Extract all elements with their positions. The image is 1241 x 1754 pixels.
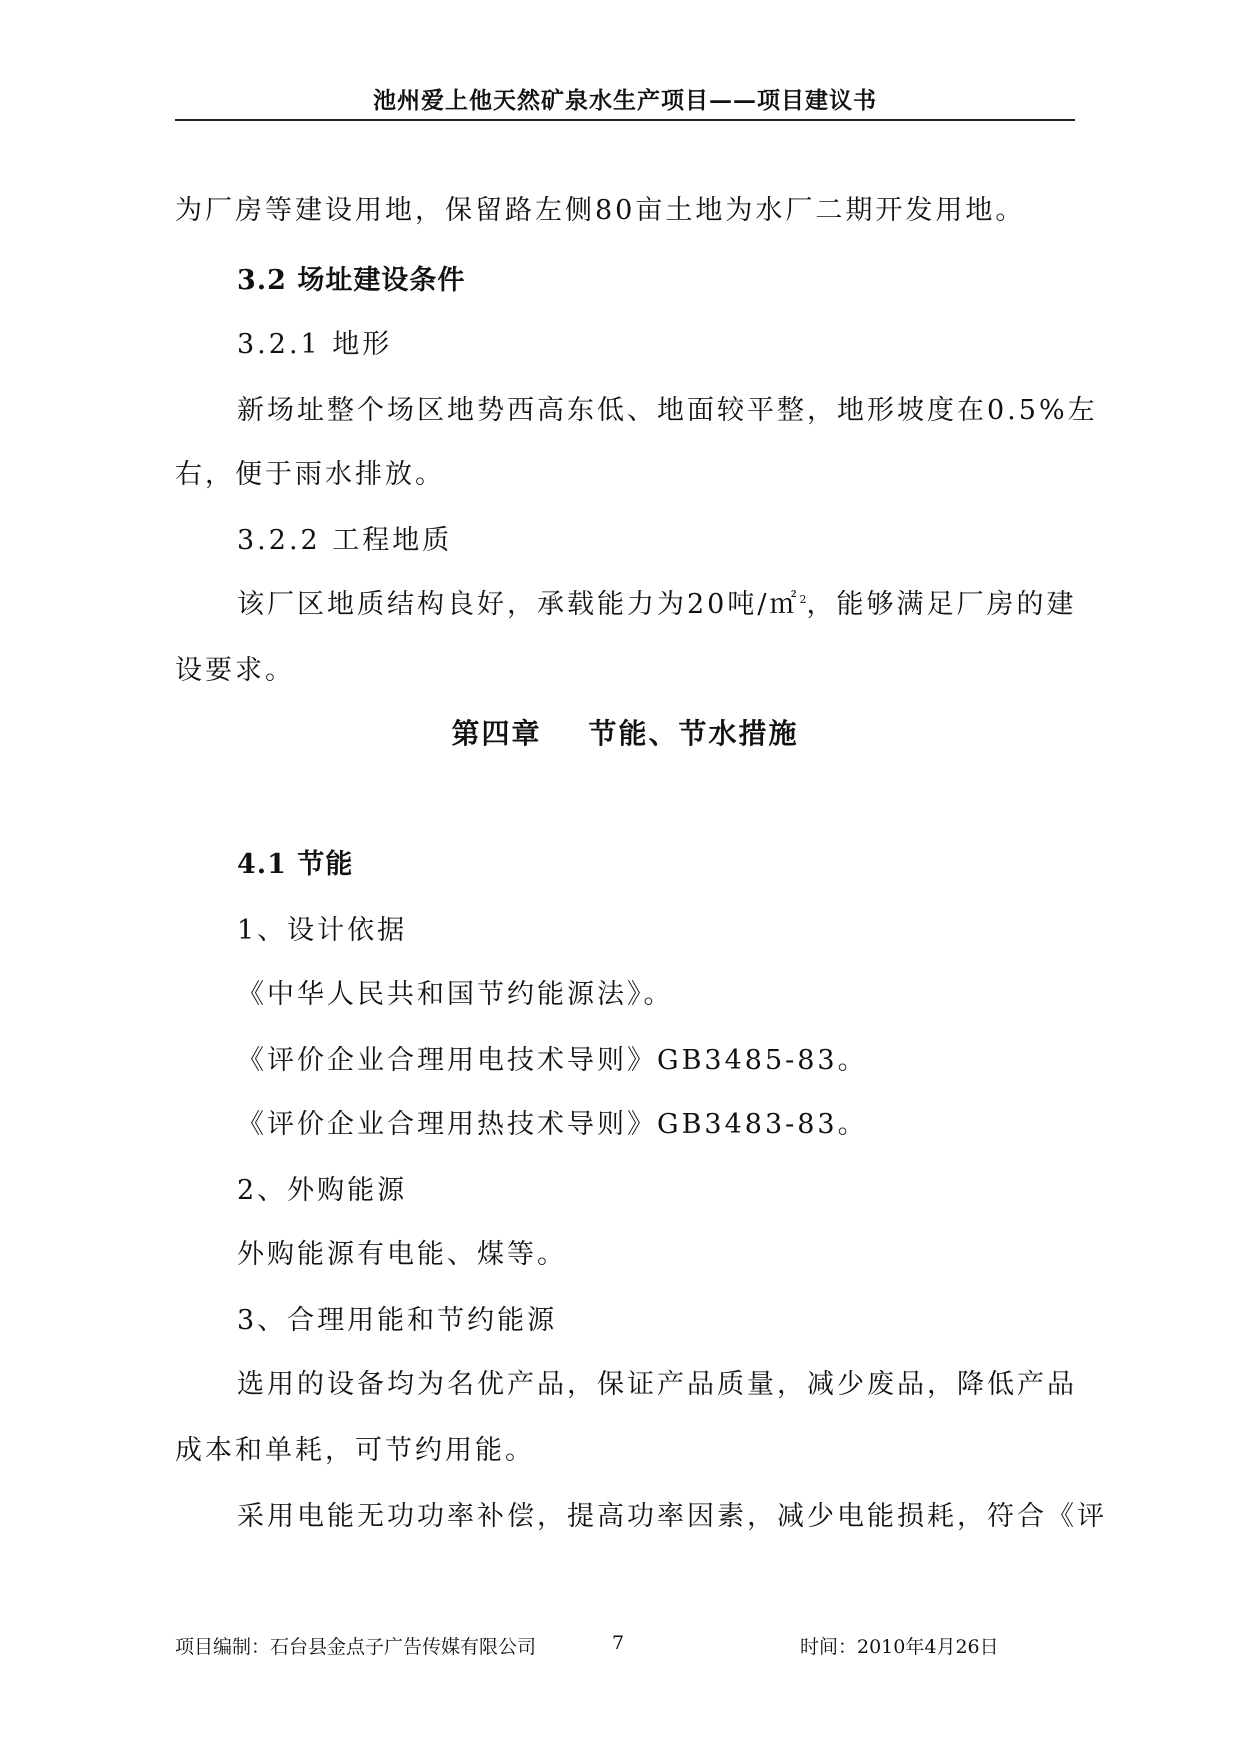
body-text-line [237,582,1076,621]
geo-text-a: 该厂区地质结构良好，承载能力为20吨/㎡ [237,589,800,620]
body-text-line: 为厂房等建设用地，保留路左侧80亩土地为水厂二期开发用地。 [175,195,1026,226]
chapter-heading: 第四章 节能、节水措施 [451,717,799,750]
law-reference: 《评价企业合理用热技术导则》GB3483-83。 [237,1109,868,1140]
body-text-line: 设要求。 [175,655,295,686]
body-text-line: 成本和单耗，可节约用能。 [175,1435,535,1466]
list-item-title: 3、合理用能和节约能源 [237,1305,558,1336]
list-item-title: 1、设计依据 [237,915,408,946]
subsection-heading-3-2-2: 3.2.2 工程地质 [237,525,453,556]
footer-compiler: 项目编制：石台县金点子广告传媒有限公司 [175,1636,537,1658]
subsection-heading-3-2-1: 3.2.1 地形 [237,329,393,360]
body-text-line: 右，便于雨水排放。 [175,459,445,490]
section-heading-4-1: 4.1 节能 [237,849,354,880]
header-rule [175,119,1075,121]
body-text-line: 新场址整个场区地势西高东低、地面较平整，地形坡度在0.5%左 [237,395,1098,426]
list-item-title: 2、外购能源 [237,1175,408,1206]
body-text-line: 选用的设备均为名优产品，保证产品质量，减少废品，降低产品 [237,1369,1077,1400]
page-header: 池州爱上他天然矿泉水生产项目——项目建议书 [373,87,877,114]
geo-text-b: ，能够满足厂房的建 [806,589,1077,620]
superscript: 2 [799,593,807,606]
body-text-line: 采用电能无功功率补偿，提高功率因素，减少电能损耗，符合《评 [237,1501,1107,1532]
law-reference: 《评价企业合理用电技术导则》GB3485-83。 [237,1045,868,1076]
body-text-line: 外购能源有电能、煤等。 [237,1239,567,1270]
footer-page-number: 7 [612,1632,625,1654]
footer-date: 时间：2010年4月26日 [800,1636,999,1658]
law-reference: 《中华人民共和国节约能源法》。 [237,979,674,1010]
section-heading-3-2: 3.2 场址建设条件 [237,265,466,296]
